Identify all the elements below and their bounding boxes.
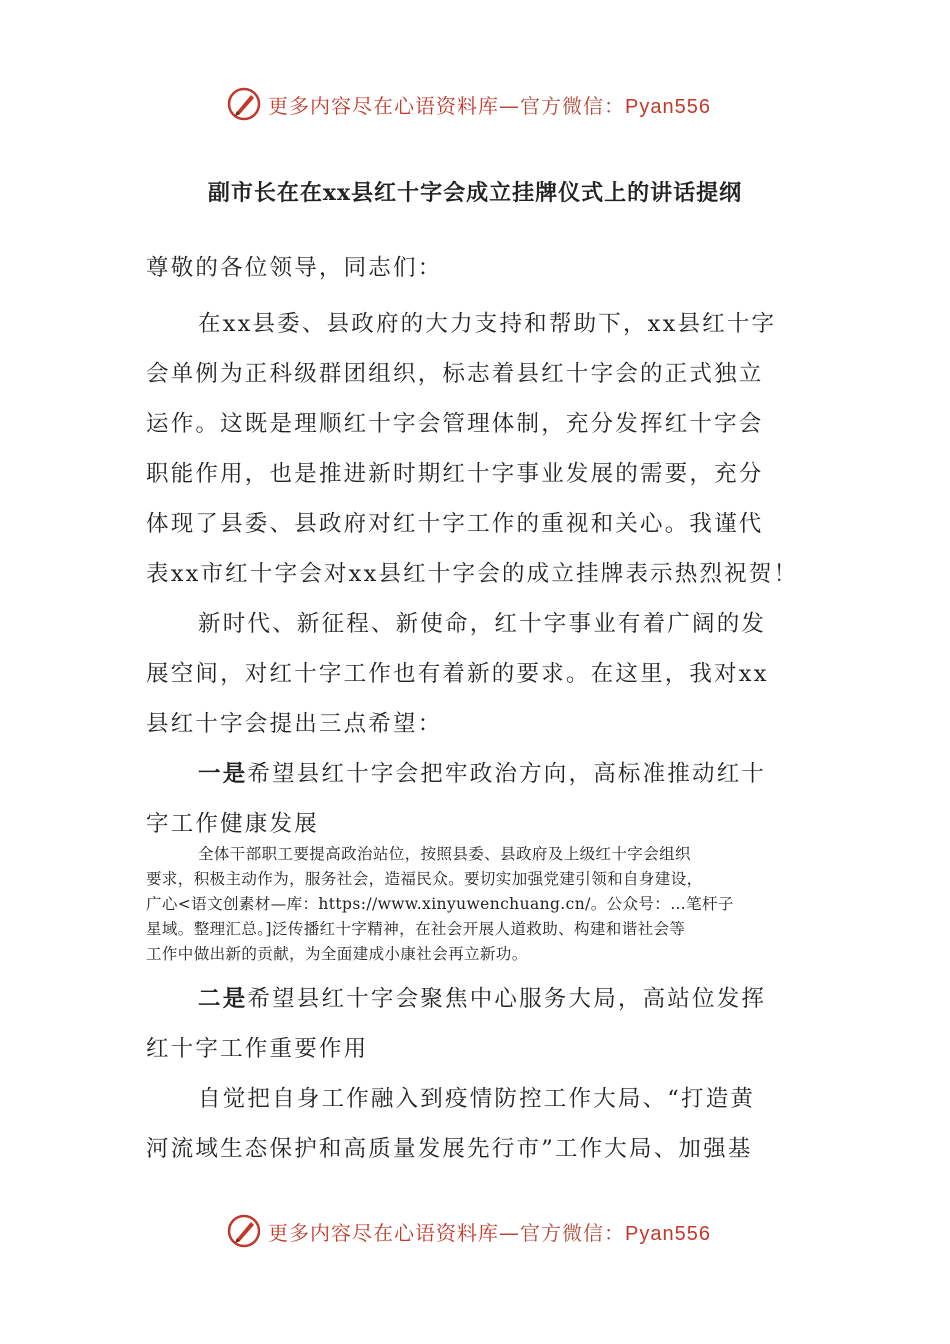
paragraph-line: 会单例为正科级群团组织，标志着县红十字会的正式独立 <box>146 361 764 387</box>
header-main-text: 更多内容尽在心语资料库 <box>268 93 499 118</box>
paragraph-line: 红十字工作重要作用 <box>146 1036 369 1062</box>
point-two-lead: 二是 <box>198 986 248 1012</box>
paragraph-line: 自觉把自身工作融入到疫情防控工作大局、“打造黄 <box>198 1086 756 1112</box>
footer-separator: — <box>499 1220 520 1245</box>
header-text <box>268 90 711 119</box>
point-two-heading <box>198 981 766 1013</box>
paragraph-line: 表xx市红十字会对xx县红十字会的成立挂牌表示热烈祝贺！ <box>146 561 799 587</box>
footer-banner <box>226 1211 746 1251</box>
document-title: 副市长在在xx县红十字会成立挂牌仪式上的讲话提纲 <box>207 180 743 206</box>
small-text-line: 全体干部职工要提高政治站位，按照县委、县政府及上级红十字会组织 <box>198 845 691 863</box>
point-one-heading <box>198 756 766 788</box>
paragraph-line: 职能作用，也是推进新时期红十字事业发展的需要，充分 <box>146 461 764 487</box>
footer-text <box>268 1217 711 1246</box>
footer-main-text: 更多内容尽在心语资料库 <box>268 1220 499 1245</box>
greeting: 尊敬的各位领导，同志们： <box>146 255 443 281</box>
footer-sub-text: 官方微信： <box>520 1220 625 1245</box>
paragraph-line: 字工作健康发展 <box>146 811 319 837</box>
footer-wechat-id: Pyan556 <box>625 1222 711 1245</box>
small-text-line: 星域。整理汇总。]泛传播红十字精神，在社会开展人道救助、构建和谐社会等 <box>146 920 686 938</box>
pen-logo-icon <box>226 1213 262 1249</box>
paragraph-line: 在xx县委、县政府的大力支持和帮助下，xx县红十字 <box>198 311 777 337</box>
header-separator: — <box>499 93 520 118</box>
paragraph-line: 展空间，对红十字工作也有着新的要求。在这里，我对xx <box>146 661 769 687</box>
header-sub-text: 官方微信： <box>520 93 625 118</box>
pen-logo-icon <box>226 86 262 122</box>
small-text-block <box>146 842 806 967</box>
header-wechat-id: Pyan556 <box>625 95 711 118</box>
paragraph-line: 新时代、新征程、新使命，红十字事业有着广阔的发 <box>198 611 767 637</box>
paragraph-line: 运作。这既是理顺红十字会管理体制，充分发挥红十字会 <box>146 411 764 437</box>
small-text-line: 要求，积极主动作为，服务社会，造福民众。要切实加强党建引领和自身建设， <box>146 870 703 888</box>
small-text-line: 广心<语文创素材—库：https://www.xinyuwenchuang.cn/。公众号：…笔杆子 <box>146 895 734 913</box>
paragraph-line: 县红十字会提出三点希望： <box>146 711 443 737</box>
small-text-line: 工作中做出新的贡献，为全面建成小康社会再立新功。 <box>146 945 528 963</box>
paragraph-line: 河流域生态保护和高质量发展先行市”工作大局、加强基 <box>146 1136 753 1162</box>
point-one-text: 希望县红十字会把牢政治方向，高标准推动红十 <box>247 761 767 787</box>
paragraph-line: 体现了县委、县政府对红十字工作的重视和关心。我谨代 <box>146 511 764 537</box>
point-two-text: 希望县红十字会聚焦中心服务大局，高站位发挥 <box>247 986 767 1012</box>
point-one-lead: 一是 <box>198 761 248 787</box>
header-banner <box>226 84 746 124</box>
